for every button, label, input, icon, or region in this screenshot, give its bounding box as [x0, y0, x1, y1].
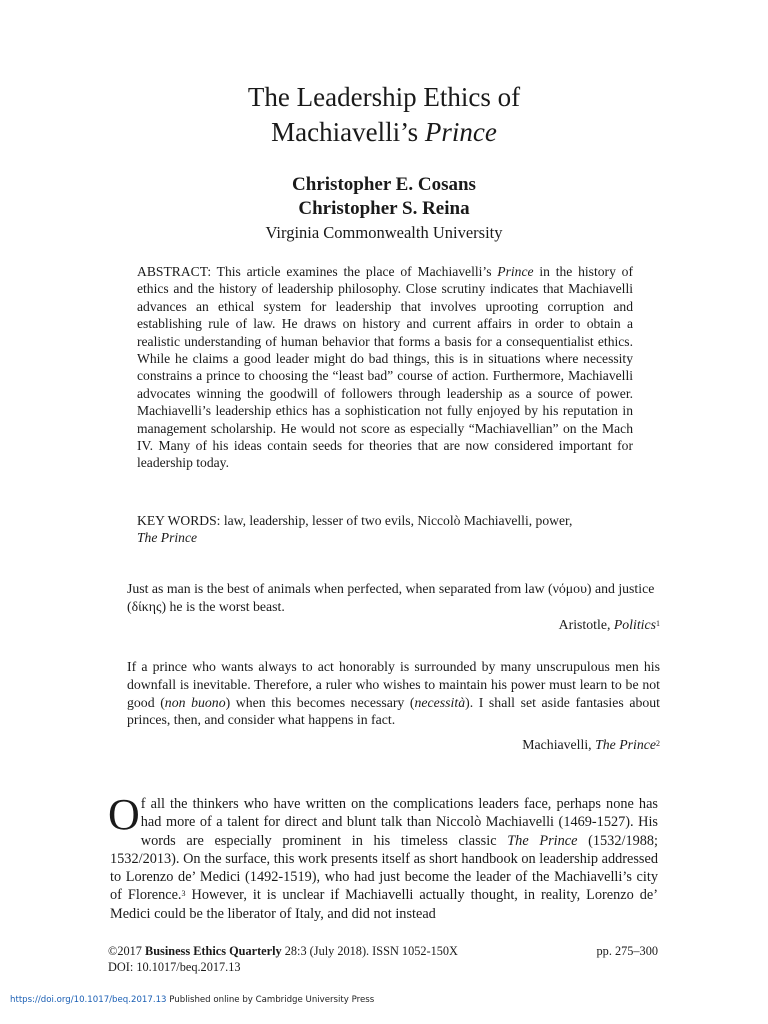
- epigraph-machiavelli: [127, 658, 660, 754]
- page-footer: [108, 944, 658, 975]
- title-line-1: The Leadership Ethics of: [247, 82, 521, 112]
- drop-cap: O: [108, 790, 140, 839]
- page-range: pp. 275–300: [596, 944, 658, 958]
- body-paragraph: Of all the thinkers who have written on the complications leaders face, perhaps none has had more of a talent for direct and blunt talk than Niccolò Machiavelli (1469-1527). His words are especially prominent in his timeless classic The Prince (1532/1988; 1532/2013). On the surface, this work presents itself as short handbook on leadership addressed to Lorenzo de’ Medici (1492-1519), who had just become the leader of the Machiavelli’s city of Florence.$^3$ However, it is unclear if Machiavelli actually thought, in reality, Lorenzo de’ Medici could be the liberator of Italy, and did not instead: [108, 790, 659, 922]
- abstract: ABSTRACT: This article examines the place of Machiavelli’s Prince in the history of ethics and the history of leadership philosophy. Close scrutiny indicates that Machiavelli advances an ethical system for leadership that involves uprooting corruption and establishing rule of law. He draws on history and current affairs in order to obtain a realistic understanding of human behavior that forms a basis for a consequentialist ethics. While he claims a good leader might do bad things, this is in situations where necessity constrains a prince to choosing the “least bad” course of action. Furthermore, Machiavelli advocates winning the goodwill of followers through leadership as a source of power. Machiavelli’s leadership ethics has a sophistication not fully enjoyed by his reputation in management scholarship. He would not score as especially “Machiavellian” on the Mach IV. Many of his ideas contain seeds for theories that are now considered important for leadership today.: [137, 264, 633, 471]
- footnote-ref[interactable]: 3: [181, 889, 186, 899]
- online-notice: https://doi.org/10.1017/beq.2017.13 Published online by Cambridge University Press: [10, 995, 375, 1005]
- article-title: [0, 80, 768, 150]
- author-2: Christopher S. Reina: [298, 198, 470, 219]
- affiliation: Virginia Commonwealth University: [265, 223, 503, 242]
- author-block: [0, 173, 768, 244]
- footnote-ref[interactable]: 2: [656, 739, 660, 749]
- epigraph-text: If a prince who wants always to act honorably is surrounded by many unscrupulous men his downfall is inevitable. Therefore, a ruler who wishes to maintain his power must learn to be not good (non buono) when this becomes necessary (necessità). I shall set aside fantasies about princes, then, and consider what happens in fact.: [127, 659, 660, 728]
- footnote-ref[interactable]: 1: [656, 618, 660, 628]
- doi-link[interactable]: https://doi.org/10.1017/beq.2017.13: [10, 995, 167, 1005]
- title-line-2: Machiavelli’s Prince: [271, 117, 497, 147]
- epigraph-aristotle: [127, 580, 660, 633]
- epigraph-text: Just as man is the best of animals when perfected, when separated from law (νόμου) and justice (δίκης) he is the worst beast.: [127, 581, 655, 614]
- author-1: Christopher E. Cosans: [292, 174, 476, 195]
- epigraph-attribution: Aristotle, Politics$^1$: [558, 616, 660, 632]
- keywords: KEY WORDS: law, leadership, lesser of two evils, Niccolò Machiavelli, power, The Prince: [137, 513, 573, 546]
- title-italic: Prince: [424, 117, 497, 147]
- citation: ©2017 Business Ethics Quarterly 28:3 (July 2018). ISSN 1052-150X: [108, 944, 458, 958]
- epigraph-attribution: Machiavelli, The Prince$^2$: [522, 737, 660, 753]
- doi: DOI: 10.1017/beq.2017.13: [108, 959, 241, 974]
